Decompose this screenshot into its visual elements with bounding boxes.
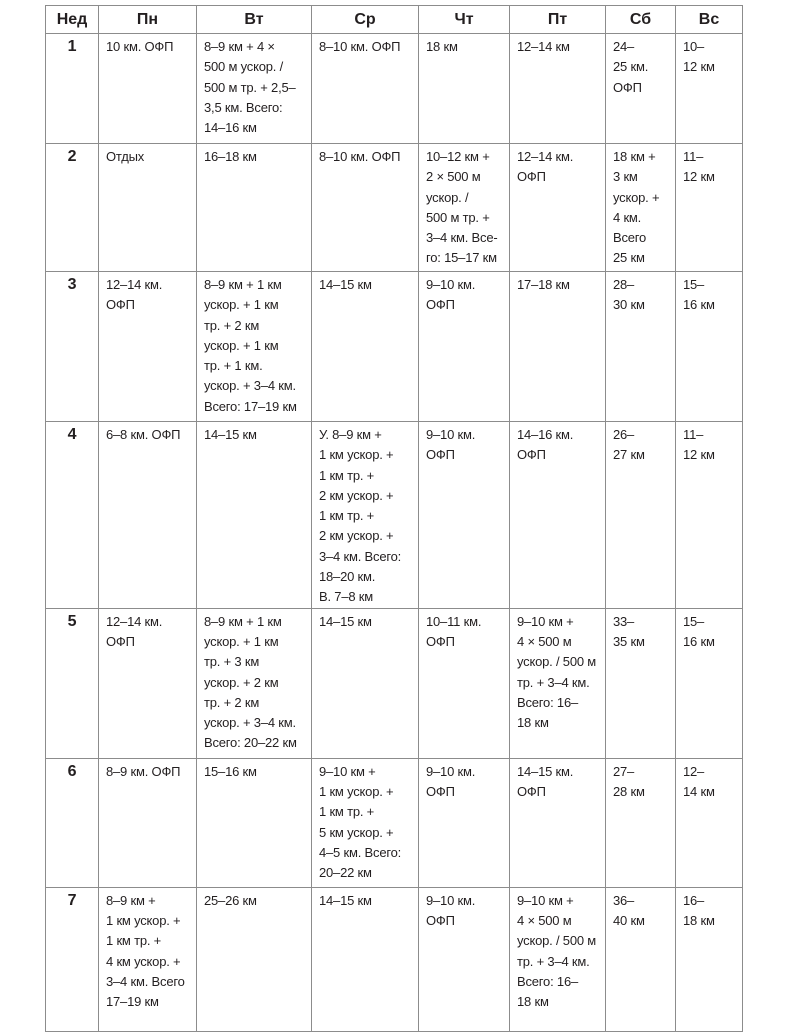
table-cell: 8–9 км + 4 × 500 м ускор. / 500 м тр. + 2,5– 3,5 км. Всего: 14–16 км — [197, 34, 312, 144]
training-plan-table — [45, 5, 743, 1032]
table-cell: 16– 18 км — [676, 887, 743, 1031]
week-number: 4 — [46, 422, 99, 609]
table-cell: 8–10 км. ОФП — [312, 34, 419, 144]
header-wed: Ср — [312, 6, 419, 34]
header-week: Нед — [46, 6, 99, 34]
table-cell: 25–26 км — [197, 887, 312, 1031]
table-cell: 9–10 км. ОФП — [419, 272, 510, 422]
table-row — [46, 608, 743, 758]
table-cell: 9–10 км + 4 × 500 м ускор. / 500 м тр. + 3–4 км. Всего: 16– 18 км — [510, 887, 606, 1031]
table-row — [46, 34, 743, 144]
table-cell: 16–18 км — [197, 144, 312, 272]
table-cell: 9–10 км. ОФП — [419, 422, 510, 609]
table-cell: 12–14 км. ОФП — [99, 608, 197, 758]
table-cell: 11– 12 км — [676, 422, 743, 609]
table-row — [46, 758, 743, 887]
table-cell: 9–10 км. ОФП — [419, 758, 510, 887]
week-number: 6 — [46, 758, 99, 887]
table-cell: 12–14 км — [510, 34, 606, 144]
table-cell: 10–12 км + 2 × 500 м ускор. / 500 м тр. + 3–4 км. Все- го: 15–17 км — [419, 144, 510, 272]
table-cell: 18 км — [419, 34, 510, 144]
table-cell: 11– 12 км — [676, 144, 743, 272]
header-sat: Сб — [606, 6, 676, 34]
table-cell: 9–10 км + 4 × 500 м ускор. / 500 м тр. + 3–4 км. Всего: 16– 18 км — [510, 608, 606, 758]
table-cell: 24– 25 км. ОФП — [606, 34, 676, 144]
table-cell: 36– 40 км — [606, 887, 676, 1031]
table-cell: 9–10 км + 1 км ускор. + 1 км тр. + 5 км ускор. + 4–5 км. Всего: 20–22 км — [312, 758, 419, 887]
table-cell: 15– 16 км — [676, 608, 743, 758]
header-row — [46, 6, 743, 34]
table-cell: 14–15 км — [312, 272, 419, 422]
table-cell: Отдых — [99, 144, 197, 272]
table-cell: 10 км. ОФП — [99, 34, 197, 144]
table-row — [46, 887, 743, 1031]
table-cell: 14–15 км — [312, 887, 419, 1031]
table-cell: 12–14 км. ОФП — [99, 272, 197, 422]
week-number: 1 — [46, 34, 99, 144]
week-number: 2 — [46, 144, 99, 272]
table-cell: 12– 14 км — [676, 758, 743, 887]
table-cell: 10–11 км. ОФП — [419, 608, 510, 758]
table-row — [46, 422, 743, 609]
table-cell: 14–16 км. ОФП — [510, 422, 606, 609]
table-cell: 8–9 км. ОФП — [99, 758, 197, 887]
header-mon: Пн — [99, 6, 197, 34]
table-row — [46, 144, 743, 272]
table-cell: 14–15 км — [197, 422, 312, 609]
table-cell: 15–16 км — [197, 758, 312, 887]
table-cell: 9–10 км. ОФП — [419, 887, 510, 1031]
table-cell: 8–9 км + 1 км ускор. + 1 км тр. + 4 км ускор. + 3–4 км. Всего 17–19 км — [99, 887, 197, 1031]
header-tue: Вт — [197, 6, 312, 34]
table-cell: 8–10 км. ОФП — [312, 144, 419, 272]
table-cell: 14–15 км — [312, 608, 419, 758]
week-number: 3 — [46, 272, 99, 422]
table-cell: 33– 35 км — [606, 608, 676, 758]
table-cell: 8–9 км + 1 км ускор. + 1 км тр. + 2 км ускор. + 1 км тр. + 1 км. ускор. + 3–4 км. Всего: 17–19 км — [197, 272, 312, 422]
header-fri: Пт — [510, 6, 606, 34]
week-number: 7 — [46, 887, 99, 1031]
table-cell: У. 8–9 км + 1 км ускор. + 1 км тр. + 2 км ускор. + 1 км тр. + 2 км ускор. + 3–4 км. Всего: 18–20 км. В. 7–8 км — [312, 422, 419, 609]
table-cell: 15– 16 км — [676, 272, 743, 422]
table-cell: 14–15 км. ОФП — [510, 758, 606, 887]
table-cell: 10– 12 км — [676, 34, 743, 144]
table-cell: 12–14 км. ОФП — [510, 144, 606, 272]
header-thu: Чт — [419, 6, 510, 34]
table-cell: 26– 27 км — [606, 422, 676, 609]
table-cell: 27– 28 км — [606, 758, 676, 887]
table-cell: 6–8 км. ОФП — [99, 422, 197, 609]
table-row — [46, 272, 743, 422]
table-cell: 18 км + 3 км ускор. + 4 км. Всего 25 км — [606, 144, 676, 272]
table-cell: 17–18 км — [510, 272, 606, 422]
table-cell: 28– 30 км — [606, 272, 676, 422]
week-number: 5 — [46, 608, 99, 758]
header-sun: Вс — [676, 6, 743, 34]
table-cell: 8–9 км + 1 км ускор. + 1 км тр. + 3 км ускор. + 2 км тр. + 2 км ускор. + 3–4 км. Всего: 20–22 км — [197, 608, 312, 758]
